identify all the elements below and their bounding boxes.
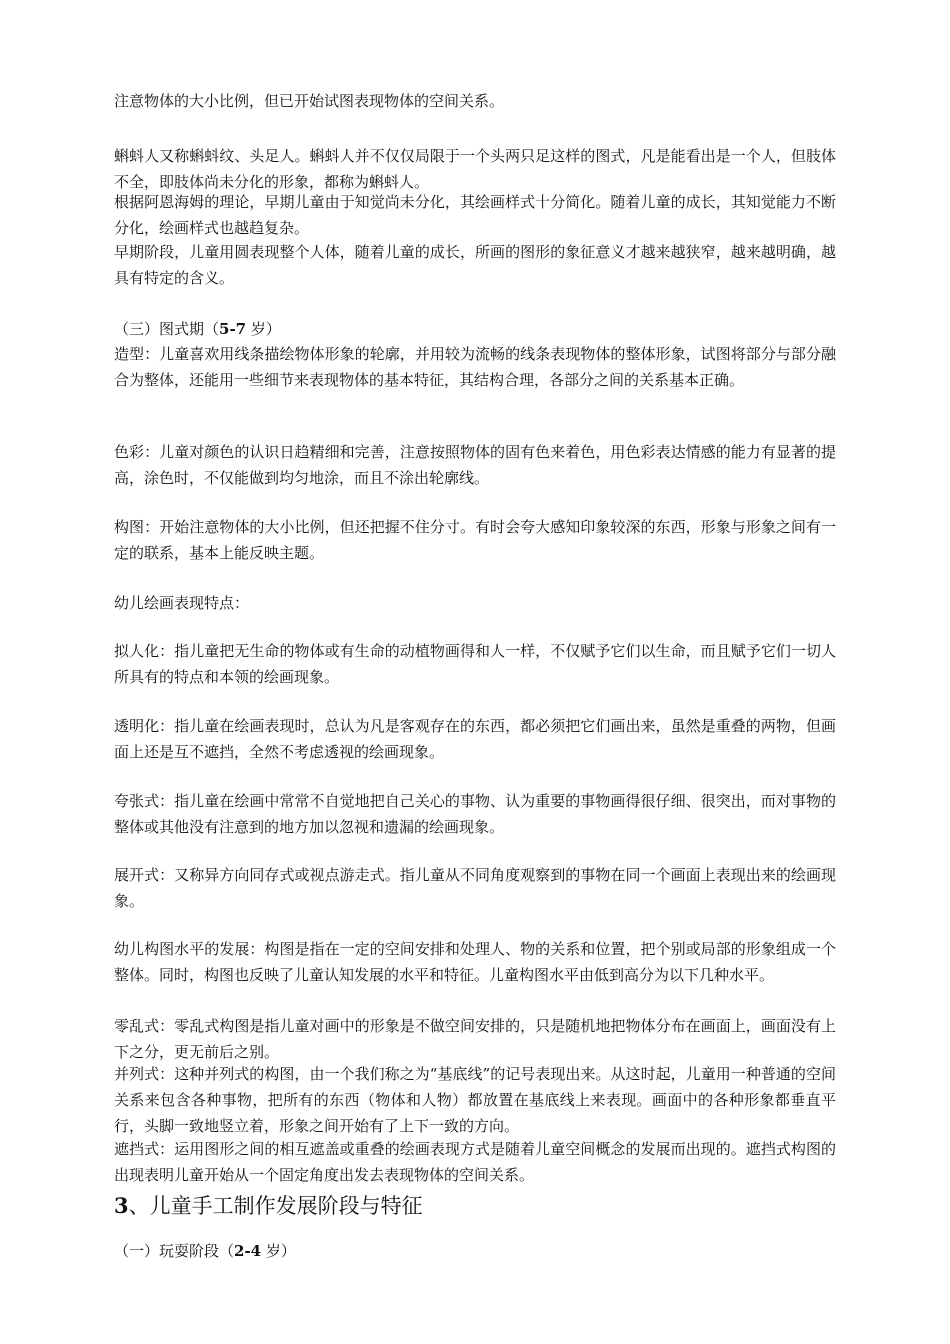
stage-heading-prefix: （三）图式期（ [114,320,220,338]
paragraph: 注意物体的大小比例，但已开始试图表现物体的空间关系。 [114,92,505,110]
paragraph: 零乱式：零乱式构图是指儿童对画中的形象是不做空间安排的，只是随机地把物体分布在画面上，画面没有上下之分，更无前后之别。 [114,1017,836,1061]
section-title: 、儿童手工制作发展阶段与特征 [128,1194,423,1218]
stage-heading [114,316,836,342]
paragraph: 幼儿绘画表现特点： [114,594,250,612]
paragraph: 早期阶段，儿童用圆表现整个人体，随着儿童的成长，所画的图形的象征意义才越来越狭窄，越来越明确，越具有特定的含义。 [114,243,836,287]
paragraph: 遮挡式：运用图形之间的相互遮盖或重叠的绘画表现方式是随着儿童空间概念的发展而出现的。遮挡式构图的出现表明儿童开始从一个固定角度出发去表现物体的空间关系。 [114,1140,836,1184]
stage-heading [114,1238,836,1264]
paragraph: 构图：开始注意物体的大小比例，但还把握不住分寸。有时会夸大感知印象较深的东西，形象与形象之间有一定的联系，基本上能反映主题。 [114,518,836,562]
stage-heading-age: 5-7 [219,320,247,338]
section-number: 3 [114,1193,129,1218]
paragraph: 蝌蚪人又称蝌蚪纹、头足人。蝌蚪人并不仅仅局限于一个头两只足这样的图式，凡是能看出是一个人，但肢体不全，即肢体尚未分化的形象，都称为蝌蚪人。 [114,147,836,191]
stage-heading-age: 2-4 [234,1242,262,1260]
paragraph: 并列式：这种并列式的构图，由一个我们称之为“基底线”的记号表现出来。从这时起，儿童用一种普通的空间关系来包含各种事物，把所有的东西（物体和人物）都放置在基底线上来表现。画面中的各种形象都垂直平行，头脚一致地竖立着，形象之间开始有了上下一致的方向。 [114,1065,836,1135]
stage-heading-suffix: 岁） [261,1242,296,1260]
stage-heading-suffix: 岁） [246,320,281,338]
stage-heading-prefix: （一）玩耍阶段（ [114,1242,235,1260]
paragraph: 夸张式：指儿童在绘画中常常不自觉地把自己关心的事物、认为重要的事物画得很仔细、很突出，而对事物的整体或其他没有注意到的地方加以忽视和遗漏的绘画现象。 [114,792,836,836]
paragraph: 拟人化：指儿童把无生命的物体或有生命的动植物画得和人一样，不仅赋予它们以生命，而且赋予它们一切人所具有的特点和本领的绘画现象。 [114,642,836,686]
section-heading [114,1191,836,1221]
paragraph: 色彩：儿童对颜色的认识日趋精细和完善，注意按照物体的固有色来着色，用色彩表达情感的能力有显著的提高，涂色时，不仅能做到均匀地涂，而且不涂出轮廓线。 [114,443,836,487]
paragraph: 根据阿恩海姆的理论，早期儿童由于知觉尚未分化，其绘画样式十分简化。随着儿童的成长，其知觉能力不断分化，绘画样式也越趋复杂。 [114,193,836,237]
paragraph: 造型：儿童喜欢用线条描绘物体形象的轮廓，并用较为流畅的线条表现物体的整体形象，试图将部分与部分融合为整体，还能用一些细节来表现物体的基本特征，其结构合理，各部分之间的关系基本正确。 [114,345,836,389]
paragraph: 展开式：又称异方向同存式或视点游走式。指儿童从不同角度观察到的事物在同一个画面上表现出来的绘画现象。 [114,866,836,910]
paragraph: 幼儿构图水平的发展：构图是指在一定的空间安排和处理人、物的关系和位置，把个别或局部的形象组成一个整体。同时，构图也反映了儿童认知发展的水平和特征。儿童构图水平由低到高分为以下几种水平。 [114,940,836,984]
paragraph: 透明化：指儿童在绘画表现时，总认为凡是客观存在的东西，都必须把它们画出来，虽然是重叠的两物，但画面上还是互不遮挡，全然不考虑透视的绘画现象。 [114,717,836,761]
